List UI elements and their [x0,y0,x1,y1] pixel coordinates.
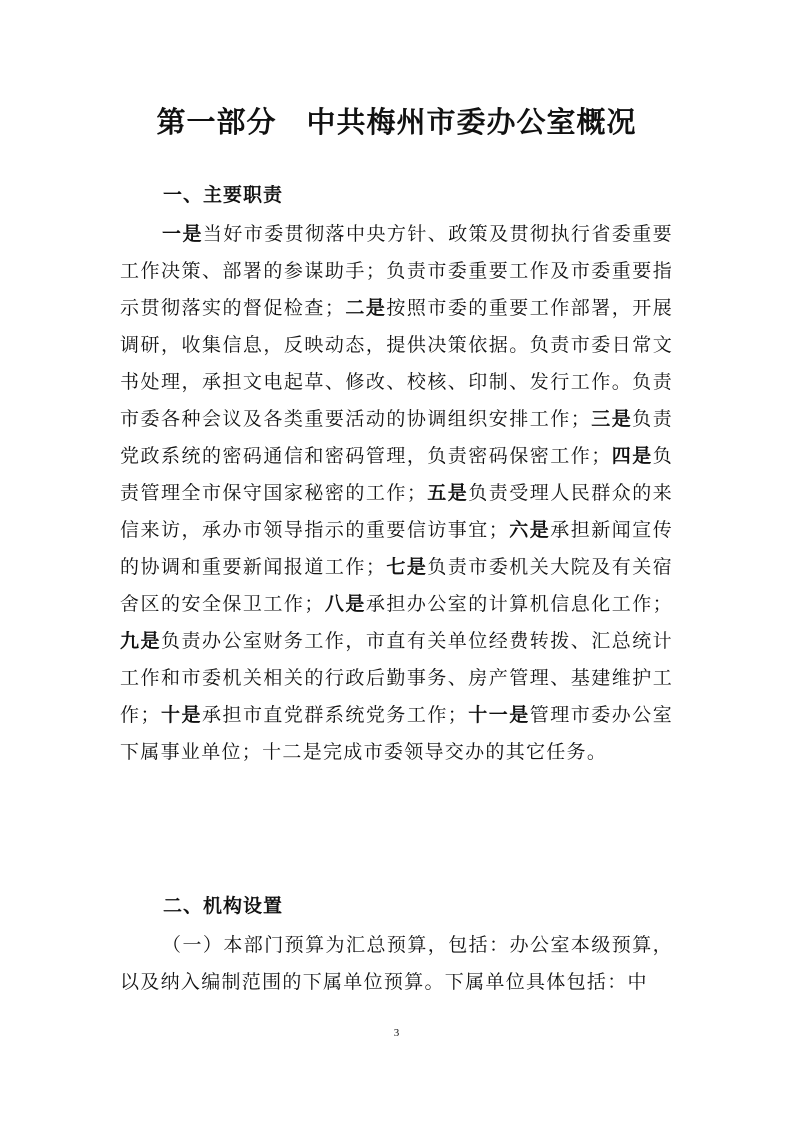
duty-text: 当好市委贯彻落中央方针、政策及贯彻执行省委重要工作决策、部署的参谋助手；负责市委重要工作及市委重要指示贯彻落实的督促检查； [120,223,673,319]
duty-text: 承担新闻宣传的协调和重要新闻报道工作； [120,519,673,578]
duty-text: 承担办公室的计算机信息化工作； [365,593,673,615]
duty-ordinal-marker: 一是 [162,223,203,245]
duty-text: 负责受理人民群众的来信来访，承办市领导指示的重要信访事宜； [120,482,673,541]
duties-paragraph [120,216,673,771]
duty-text: 负责党政系统的密码通信和密码管理，负责密码保密工作； [120,408,673,467]
duty-ordinal-marker: 四是 [611,445,653,467]
duty-ordinal-marker: 三是 [591,408,633,430]
duty-ordinal-marker: 五是 [427,482,469,504]
duty-text: 按照市委的重要工作部署，开展调研，收集信息，反映动态，提供决策依据。负责市委日常文书处理，承担文电起草、修改、校核、印制、发行工作。负责市委各种会议及各类重要活动的协调组织安排工作； [120,297,673,430]
duty-text: 负责管理全市保守国家秘密的工作； [120,445,673,504]
duty-ordinal-marker: 十是 [160,704,202,726]
duty-ordinal-marker: 二是 [345,297,387,319]
section-heading-main-duties: 一、主要职责 [163,184,284,206]
page-number: 3 [393,1027,400,1039]
duty-text: 负责办公室财务工作，市直有关单位经费转拨、汇总统计工作和市委机关相关的行政后勤事务、房产管理、基建维护工作； [120,630,673,726]
duty-ordinal-marker: 九是 [120,630,161,652]
duty-text: 管理市委办公室下属事业单位；十二是完成市委领导交办的其它任务。 [120,704,674,763]
duty-ordinal-marker: 十一是 [468,704,530,726]
duty-ordinal-marker: 七是 [386,556,428,578]
organization-paragraph: （一）本部门预算为汇总预算，包括：办公室本级预算，以及纳入编制范围的下属单位预算。下属单位具体包括：中 [120,934,673,993]
page-title: 第一部分 中共梅州市委办公室概况 [156,105,637,139]
duty-text: 负责市委机关大院及有关宿舍区的安全保卫工作； [120,556,673,615]
duty-ordinal-marker: 六是 [509,519,551,541]
duty-ordinal-marker: 八是 [324,593,366,615]
section-heading-organization: 二、机构设置 [163,895,284,917]
duty-text: 承担市直党群系统党务工作； [201,704,469,726]
